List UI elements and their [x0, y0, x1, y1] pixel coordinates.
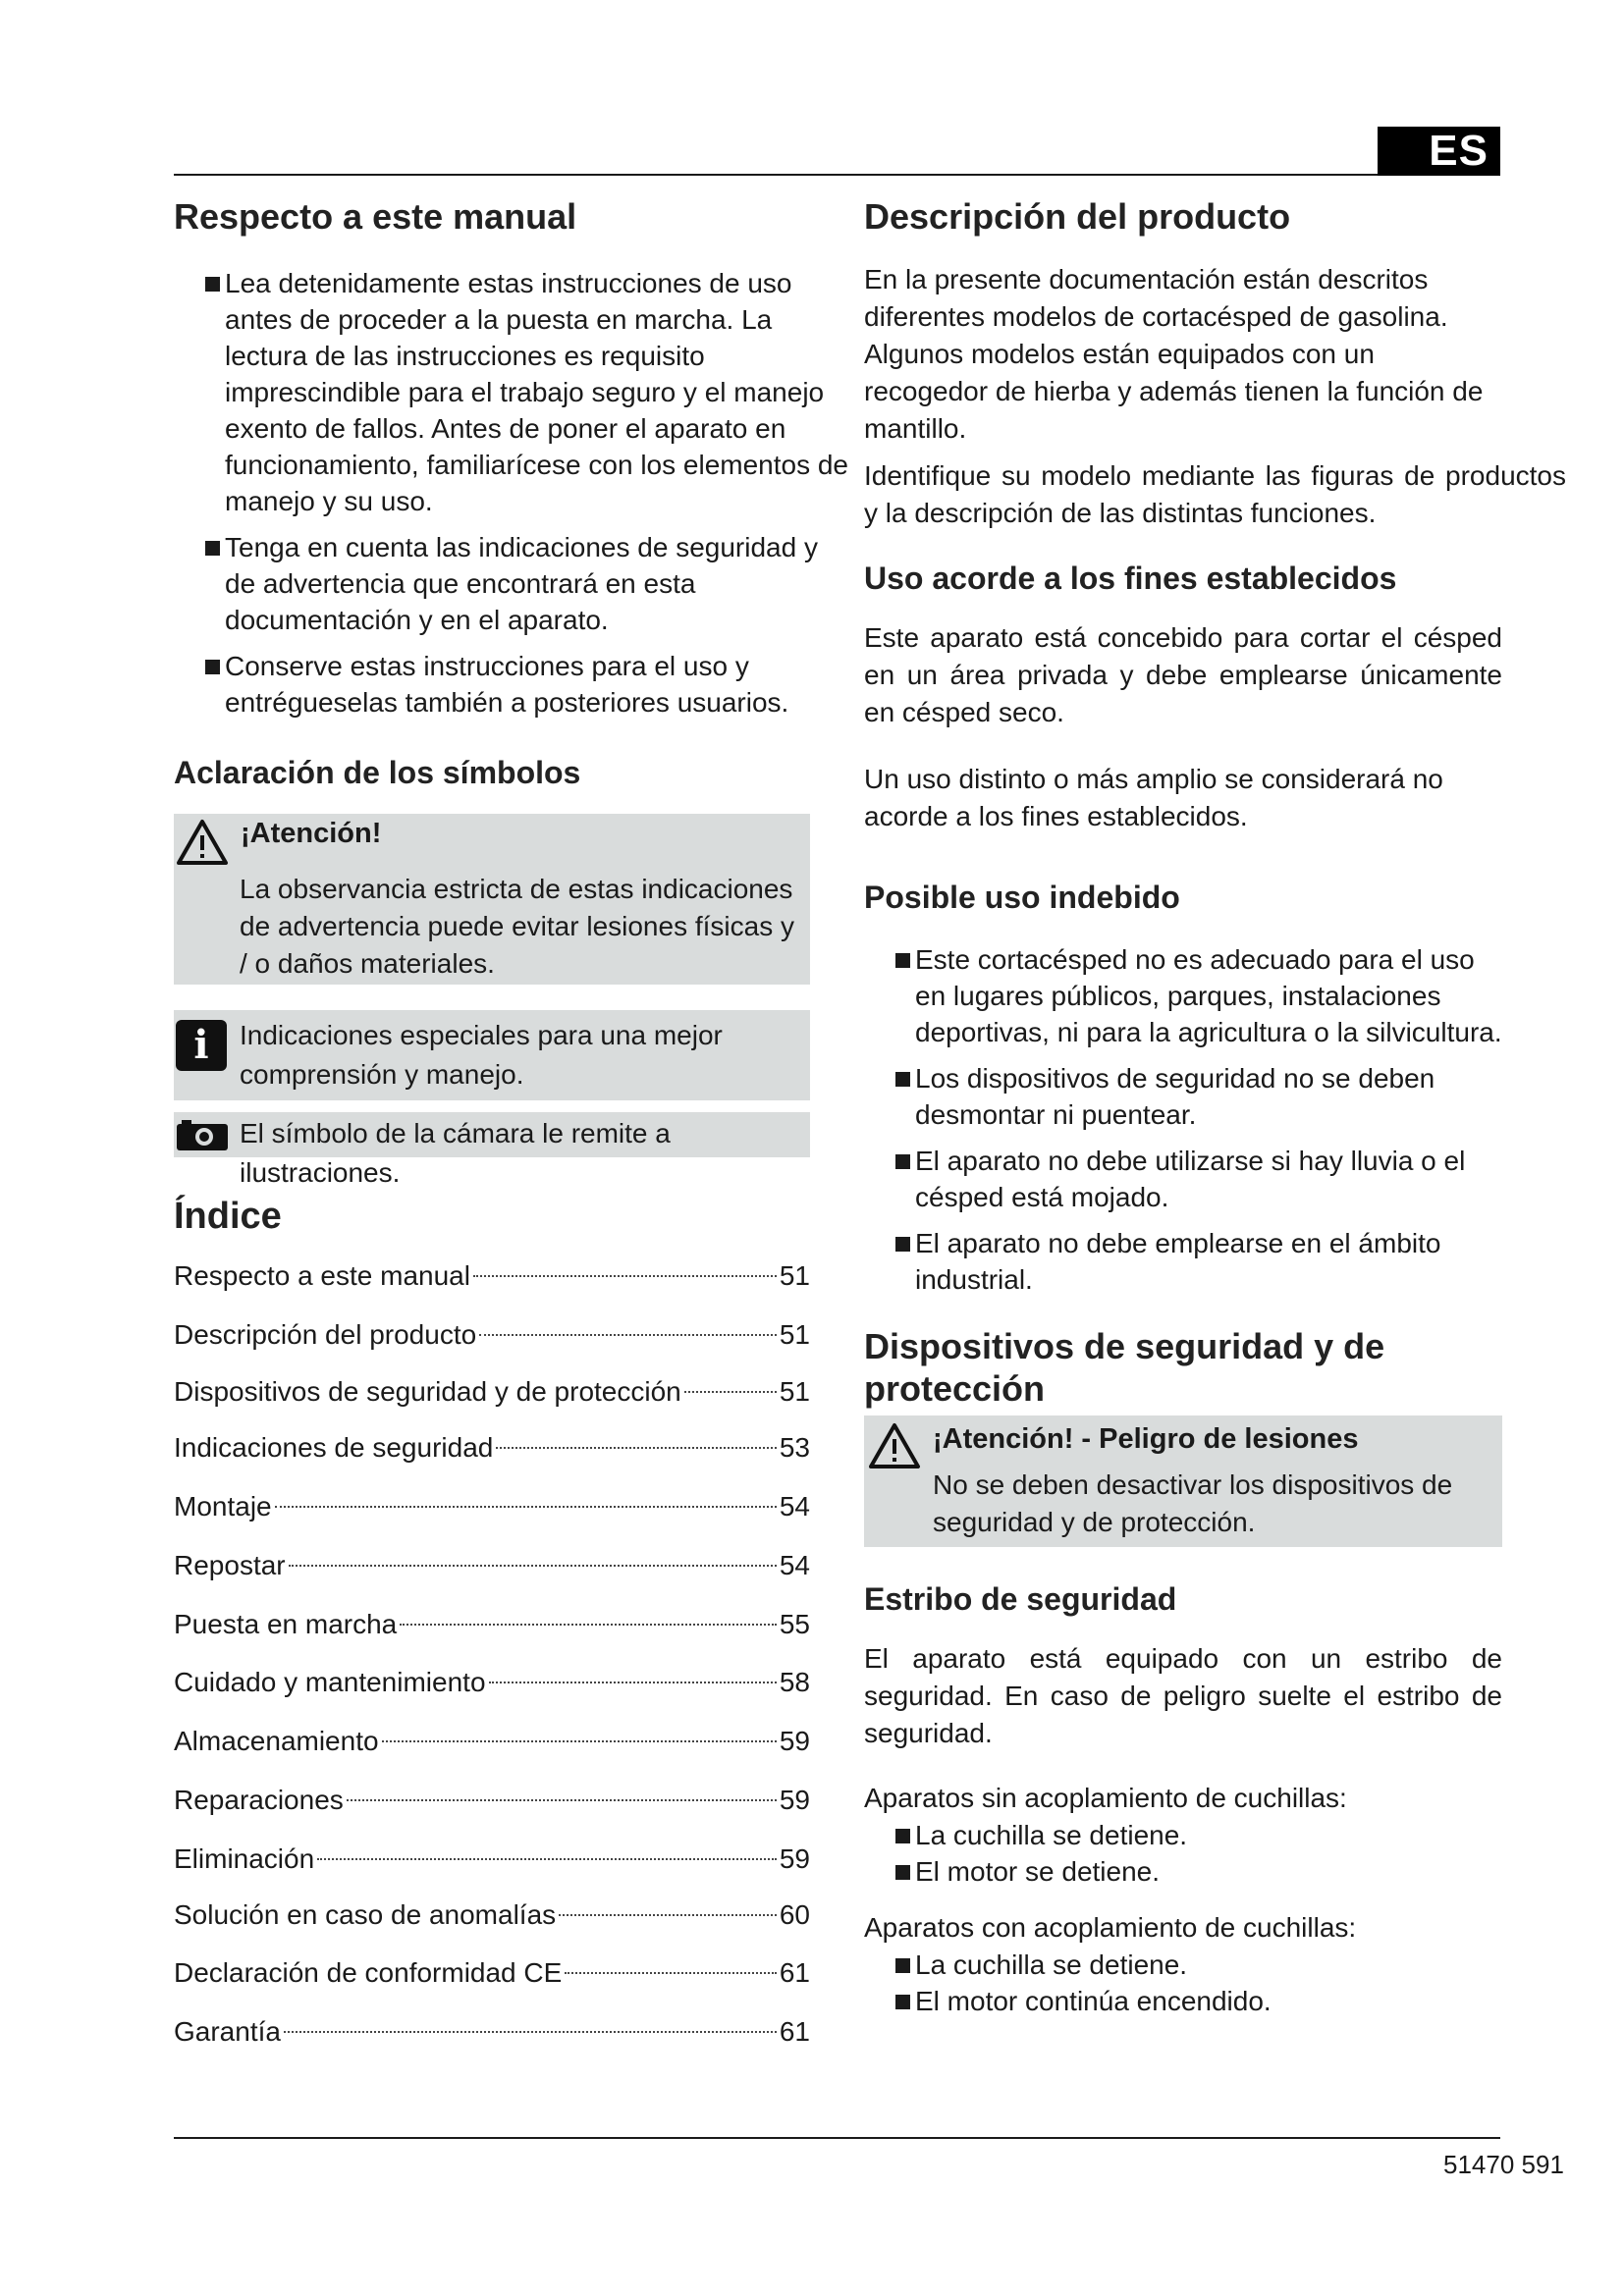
list-item: El aparato no debe emplearse en el ámbito industrial.: [864, 1225, 1502, 1298]
toc-entry[interactable]: Puesta en marcha 55: [174, 1609, 810, 1640]
intended-use-text: Este aparato está concebido para cortar el césped en un área privada y debe emplearse únicamente en césped seco.: [864, 621, 1502, 727]
right-column: [864, 191, 1566, 2019]
warning-triangle-icon: [868, 1421, 921, 1470]
safety-warning-title: ¡Atención! - Peligro de lesiones: [933, 1423, 1359, 1456]
toc-entry[interactable]: Eliminación 59: [174, 1843, 810, 1875]
with-clutch-list: [864, 1947, 1502, 2019]
toc-entry[interactable]: Almacenamiento 59: [174, 1726, 810, 1757]
list-item: Lea detenidamente estas instrucciones de uso antes de proceder a la puesta en marcha. La lectura de las instrucciones es requisito imprescindible para el trabajo seguro y el manejo exento de fallos. Antes de poner el aparato en funcionamiento, familiarícese con los elementos de manejo y su uso.: [174, 265, 851, 519]
safety-warning-notice: [864, 1415, 1502, 1547]
toc-entry[interactable]: Montaje 54: [174, 1491, 810, 1522]
without-clutch-list: [864, 1817, 1502, 1890]
toc-entry[interactable]: Reparaciones 59: [174, 1785, 810, 1816]
section-heading-safety: Dispositivos de seguridad y de protección: [864, 1325, 1385, 1410]
toc-entry[interactable]: Respecto a este manual 51: [174, 1260, 810, 1292]
without-clutch-label: Aparatos sin acoplamiento de cuchillas:: [864, 1782, 1347, 1813]
list-item: El aparato no debe utilizarse si hay lluvia o el césped está mojado.: [864, 1143, 1502, 1215]
index-heading: Índice: [174, 1195, 282, 1237]
list-item: Este cortacésped no es adecuado para el uso en lugares públicos, parques, instalaciones deportivas, ni para la agricultura o la silvicultura.: [864, 941, 1502, 1050]
header-rule: [174, 174, 1500, 176]
table-of-contents: [174, 1256, 810, 2052]
section-heading-intended-use: Uso acorde a los fines establecidos: [864, 561, 1397, 597]
manual-bullet-list: [174, 265, 851, 721]
left-column: [174, 191, 849, 2052]
list-item: La cuchilla se detiene.: [864, 1947, 1502, 1983]
safety-warning-text: No se deben desactivar los dispositivos de seguridad y de protección.: [933, 1469, 1453, 1538]
section-heading-manual: Respecto a este manual: [174, 196, 577, 237]
product-identify: Identifique su modelo mediante las figuras de productos y la descripción de las distintas funciones.: [864, 460, 1566, 529]
with-clutch-label: Aparatos con acoplamiento de cuchillas:: [864, 1911, 1357, 1943]
list-item: Tenga en cuenta las indicaciones de seguridad y de advertencia que encontrará en esta documentación y en el aparato.: [174, 529, 851, 638]
toc-entry[interactable]: Cuidado y mantenimiento 58: [174, 1667, 810, 1698]
section-heading-misuse: Posible uso indebido: [864, 879, 1180, 915]
list-item: Conserve estas instrucciones para el uso y entrégueselas también a posteriores usuarios.: [174, 648, 851, 721]
toc-entry[interactable]: Garantía 61: [174, 2016, 810, 2048]
camera-icon: [176, 1118, 229, 1151]
warning-triangle-icon: [176, 818, 229, 867]
list-item: La cuchilla se detiene.: [864, 1817, 1502, 1853]
attention-text: La observancia estricta de estas indicaciones de advertencia puede evitar lesiones físicas y / o daños materiales.: [240, 873, 794, 979]
document-number: 51470 591: [1443, 2150, 1564, 2179]
attention-title: ¡Atención!: [241, 817, 382, 849]
list-item: El motor continúa encendido.: [864, 1983, 1502, 2019]
toc-entry[interactable]: Repostar 54: [174, 1550, 810, 1581]
toc-entry[interactable]: Dispositivos de seguridad y de protección 51: [174, 1376, 810, 1408]
info-notice: [174, 1010, 810, 1100]
misuse-bullet-list: [864, 941, 1502, 1298]
toc-entry[interactable]: Declaración de conformidad CE 61: [174, 1957, 810, 1989]
section-heading-symbols: Aclaración de los símbolos: [174, 755, 581, 791]
language-badge: ES: [1378, 127, 1500, 176]
info-text: Indicaciones especiales para una mejor comprensión y manejo.: [240, 1019, 723, 1090]
intended-use-note: Un uso distinto o más amplio se considerará no acorde a los fines establecidos.: [864, 763, 1443, 831]
product-description: En la presente documentación están descritos diferentes modelos de cortacésped de gasolina. Algunos modelos están equipados con un recogedor de hierba y además tienen la función de mantillo.: [864, 264, 1484, 445]
section-heading-safety-bail: Estribo de seguridad: [864, 1581, 1177, 1618]
toc-entry[interactable]: Solución en caso de anomalías 60: [174, 1899, 810, 1931]
list-item: Los dispositivos de seguridad no se deben desmontar ni puentear.: [864, 1060, 1502, 1133]
camera-text: El símbolo de la cámara le remite a ilustraciones.: [240, 1117, 671, 1188]
toc-entry[interactable]: Indicaciones de seguridad 53: [174, 1432, 810, 1464]
toc-entry[interactable]: Descripción del producto 51: [174, 1319, 810, 1351]
list-item: El motor se detiene.: [864, 1853, 1502, 1890]
camera-notice: [174, 1112, 810, 1188]
safety-bail-text: El aparato está equipado con un estribo de seguridad. En caso de peligro suelte el estribo de seguridad.: [864, 1642, 1502, 1748]
attention-notice: [174, 814, 810, 985]
section-heading-product: Descripción del producto: [864, 196, 1291, 237]
footer-rule: [174, 2137, 1500, 2139]
info-icon: i: [176, 1020, 227, 1071]
